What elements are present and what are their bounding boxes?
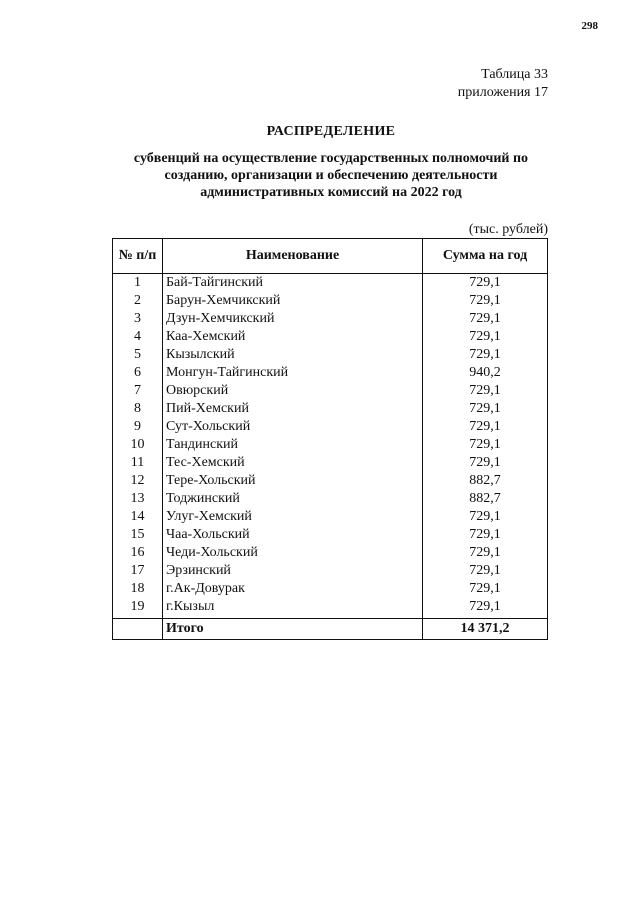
table-row — [113, 544, 548, 562]
row-number: 9 — [113, 418, 163, 436]
row-name: Тоджинский — [163, 490, 423, 508]
row-number: 3 — [113, 310, 163, 328]
row-sum: 940,2 — [423, 364, 548, 382]
row-name: Чаа-Хольский — [163, 526, 423, 544]
table-row — [113, 580, 548, 598]
row-number: 17 — [113, 562, 163, 580]
row-sum: 729,1 — [423, 274, 548, 293]
row-sum: 729,1 — [423, 400, 548, 418]
row-name: Пий-Хемский — [163, 400, 423, 418]
table-row — [113, 472, 548, 490]
row-number: 6 — [113, 364, 163, 382]
row-sum: 729,1 — [423, 562, 548, 580]
total-sum: 14 371,2 — [423, 619, 548, 640]
table-row — [113, 346, 548, 364]
total-number — [113, 619, 163, 640]
row-sum: 729,1 — [423, 346, 548, 364]
row-sum: 729,1 — [423, 328, 548, 346]
row-number: 13 — [113, 490, 163, 508]
document-title: РАСПРЕДЕЛЕНИЕ — [266, 124, 396, 139]
table-row — [113, 562, 548, 580]
table-row — [113, 382, 548, 400]
table-row — [113, 508, 548, 526]
row-number: 14 — [113, 508, 163, 526]
row-sum: 729,1 — [423, 310, 548, 328]
row-sum: 729,1 — [423, 436, 548, 454]
total-row — [113, 619, 548, 640]
row-number: 11 — [113, 454, 163, 472]
row-number: 5 — [113, 346, 163, 364]
column-header-sum: Сумма на год — [423, 239, 548, 274]
table-row — [113, 292, 548, 310]
row-name: Тандинский — [163, 436, 423, 454]
row-name: Эрзинский — [163, 562, 423, 580]
subtitle-line: субвенций на осуществление государственных полномочий по — [133, 151, 529, 166]
row-number: 4 — [113, 328, 163, 346]
table-row — [113, 526, 548, 544]
table-row — [113, 364, 548, 382]
table-row — [113, 400, 548, 418]
table-row — [113, 418, 548, 436]
row-number: 16 — [113, 544, 163, 562]
row-sum: 882,7 — [423, 472, 548, 490]
distribution-table — [112, 238, 548, 640]
subtitle-line: административных комиссий на 2022 год — [200, 185, 462, 200]
row-number: 15 — [113, 526, 163, 544]
row-sum: 729,1 — [423, 292, 548, 310]
row-name: Тере-Хольский — [163, 472, 423, 490]
column-header-number: № п/п — [113, 239, 163, 274]
row-sum: 729,1 — [423, 580, 548, 598]
appendix-number: приложения 17 — [457, 85, 548, 100]
row-sum: 729,1 — [423, 526, 548, 544]
row-name: Улуг-Хемский — [163, 508, 423, 526]
table-row — [113, 454, 548, 472]
row-number: 19 — [113, 598, 163, 619]
row-sum: 729,1 — [423, 454, 548, 472]
row-number: 7 — [113, 382, 163, 400]
row-number: 8 — [113, 400, 163, 418]
row-sum: 729,1 — [423, 544, 548, 562]
document-subtitle — [120, 150, 542, 201]
row-name: Монгун-Тайгинский — [163, 364, 423, 382]
row-name: Барун-Хемчикский — [163, 292, 423, 310]
table-reference: Таблица 33 — [481, 67, 548, 82]
table-header-row — [113, 239, 548, 274]
row-name: Кызылский — [163, 346, 423, 364]
table-row — [113, 274, 548, 293]
row-number: 1 — [113, 274, 163, 293]
row-name: Каа-Хемский — [163, 328, 423, 346]
row-name: Тес-Хемский — [163, 454, 423, 472]
table-row — [113, 490, 548, 508]
table-row — [113, 328, 548, 346]
total-label: Итого — [163, 619, 423, 640]
table-body — [113, 274, 548, 640]
table-row — [113, 598, 548, 619]
page-number: 298 — [581, 20, 598, 32]
row-sum: 729,1 — [423, 508, 548, 526]
row-name: Бай-Тайгинский — [163, 274, 423, 293]
row-sum: 729,1 — [423, 382, 548, 400]
row-name: Овюрский — [163, 382, 423, 400]
column-header-name: Наименование — [163, 239, 423, 274]
row-name: Чеди-Хольский — [163, 544, 423, 562]
row-number: 2 — [113, 292, 163, 310]
units-label: (тыс. рублей) — [468, 222, 548, 237]
row-name: Сут-Хольский — [163, 418, 423, 436]
row-sum: 729,1 — [423, 418, 548, 436]
subtitle-line: созданию, организации и обеспечению деятельности — [164, 168, 498, 183]
row-number: 18 — [113, 580, 163, 598]
row-sum: 882,7 — [423, 490, 548, 508]
row-name: г.Ак-Довурак — [163, 580, 423, 598]
row-number: 10 — [113, 436, 163, 454]
table-row — [113, 436, 548, 454]
row-name: г.Кызыл — [163, 598, 423, 619]
appendix-reference — [458, 66, 548, 102]
row-name: Дзун-Хемчикский — [163, 310, 423, 328]
row-sum: 729,1 — [423, 598, 548, 619]
table-row — [113, 310, 548, 328]
row-number: 12 — [113, 472, 163, 490]
